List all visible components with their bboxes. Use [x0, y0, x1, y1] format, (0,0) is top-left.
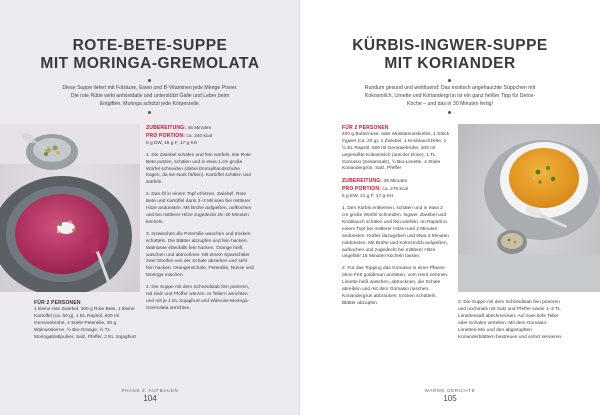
ingredients-list: 1 kleine rote Zwiebel, 300 g Rote Bete, 1 kleine Kartoffel (ca. 50 g), 1 EL Rapsöl, 600 ml Gemüsebrühe, 4 Stiele Petersilie, 30 g Walnusskerne, ½ Bio-Orange, ½ TL Moringablattpulver, Salz, Pfeffer, 2 EL Sojaghurt: [34, 306, 136, 340]
recipe-intro: Diese Suppe liefert mit Folsäure, Eisen und B-Vitaminen jede Menge Power. Die rote Rübe wirkt antioxidativ und unterstützt Galle und Leber beim Entgiften, Moringa schützt jede Körperzelle.: [62, 85, 238, 108]
recipe-title-line2: MIT KORIANDER: [384, 55, 516, 72]
step-2: 2. Das Öl in einem Topf erhitzen. Zwiebel, Rote Bete und Kartoffel darin 2–3 Minuten bei mittlerer Hitze andünsten. Mit Brühe aufgießen, aufkochen und bei mittlerer Hitze zugedeckt 25–30 Minuten köcheln.: [146, 192, 252, 225]
step-3: 3. Die Suppe mit dem Schneidstab fein pürieren und nochmals mit Salz und Pfeffer sowie 1–2 TL Limettensaft abschmecken. Auf zwei tiefe Teller oder Schalen verteilen. Mit dem Gomasio-Limetten-Mix und den abgezupften Korianderblättern bestreuen und sofort servieren.: [458, 300, 563, 340]
prep-time: 30 Minuten: [383, 179, 408, 185]
ingredients-list: 400 g Butternuss- oder Muskatnusskürbis, 1 Stück Ingwer (ca. 20 g), 1 Zwiebel, 1 Knoblauchzehe, 1 ½ EL Rapsöl, 600 ml Gemüsebrühe, 100 ml ungesüßte Kokosmilch (aus der Dose), 1 TL Gomasio (Sesamsalz), ½ Bio-Limette, 4 Stiele Koriandergrün, Salz, Pfeffer: [342, 131, 450, 172]
step-1: 1. Die Zwiebel schälen und fein würfeln. Die Rote Bete putzen, schälen und in etwa 1 cm große Würfel schneiden (dabei Einmalhandschuhe tragen, da sie stark färben). Kartoffel schälen und würfeln.: [146, 152, 251, 186]
section-label: PHASE 2: AUFBAUEN: [121, 388, 179, 393]
prep-label: ZUBEREITUNG:: [146, 125, 187, 131]
nutrition-info: 6 g EW, 15 g F, 17 g KH: [146, 140, 198, 146]
step-2: 2. Für das Topping das Gomasio in einer Pfanne ohne Fett goldbraun anrösten, vom Herd nehmen. Limette heiß waschen, abtrocknen, die Schale abreiben und mit dem Gomasio mischen. Koriandergrün abbrausen, trocken schütteln, Blätter abzupfen.: [342, 266, 449, 306]
right-recipe-column: [342, 125, 450, 313]
nutrition-info: 5 g EW, 21 g F, 17 g KH: [342, 194, 394, 200]
prep-label: ZUBEREITUNG:: [342, 178, 383, 185]
left-recipe-column: [146, 125, 256, 318]
portion-kcal: ca. 240 kcal: [186, 133, 213, 139]
page-number: 104: [143, 394, 157, 403]
servings-label: FÜR 2 PERSONEN: [34, 300, 81, 306]
intro-dot: [148, 111, 151, 114]
intro-dot: [448, 111, 451, 114]
recipe-intro: Rundum gesund und wohltuend: Das exotisch angehauchte Süppchen mit Kokosmilch, Limette und Koriandergrün ist ein ganz heißer Tipp für Detox-Köche – und das in 30 Minuten fertig!: [364, 85, 536, 108]
page-number: 105: [443, 394, 457, 403]
step-1: 1. Den Kürbis entkernen, schälen und in etwa 2 cm große Würfel schneiden. Ingwer, Zwiebel und Knoblauch schälen und fein würfeln. Im Rapsöl in einem Topf bei mittlerer Hitze rund 2 Minuten andünsten. Kürbis dazugeben und etwa 3 Minuten mitdünsten. Mit Brühe und Kokosmilch aufgießen, aufkochen und zugedeckt bei mittlerer Hitze ungefähr 15 Minuten köcheln lassen.: [342, 206, 449, 260]
portion-kcal: ca. 275 kcal: [382, 187, 409, 193]
portion-label: PRO PORTION:: [342, 186, 382, 193]
pumpkin-soup-photo: [458, 124, 600, 292]
step-3: 3. Inzwischen die Petersilie waschen und trocken schütteln. Die Blätter abzupfen und fein hacken. Walnüsse ebenfalls fein hacken. Orange heiß waschen und abtrocknen. Mit einem Sparschäler zwei Streifen von der Schale abziehen und sehr fein hacken. Orangenschale, Petersilie, Nüsse und Moringa mischen.: [146, 231, 254, 279]
left-footer: [0, 388, 300, 403]
right-page: [300, 0, 600, 415]
right-footer: [300, 388, 600, 403]
portion-label: PRO PORTION:: [146, 132, 186, 139]
recipe-title-line1: KÜRBIS-INGWER-SUPPE: [352, 37, 548, 54]
left-ingredients-block: [34, 300, 138, 341]
right-step-3-block: [458, 300, 564, 341]
step-4: 4. Die Suppe mit dem Schneidstab fein pürieren, mit Salz und Pfeffer würzen. In Tellern anrichten und mit je 1 EL Sojaghurt und Walnuss-Moringa-Gremolata anrichten.: [146, 285, 250, 311]
servings-label: FÜR 2 PERSONEN: [342, 125, 389, 131]
section-label: WARME GERICHTE: [424, 388, 476, 393]
prep-time: 45 Minuten: [187, 126, 212, 131]
title-dot: [148, 79, 151, 82]
recipe-title-line2: MIT MORINGA-GREMOLATA: [40, 55, 260, 72]
recipe-title-line1: ROTE-BETE-SUPPE: [72, 37, 228, 54]
title-dot: [448, 79, 451, 82]
beet-soup-photo: [0, 124, 140, 292]
